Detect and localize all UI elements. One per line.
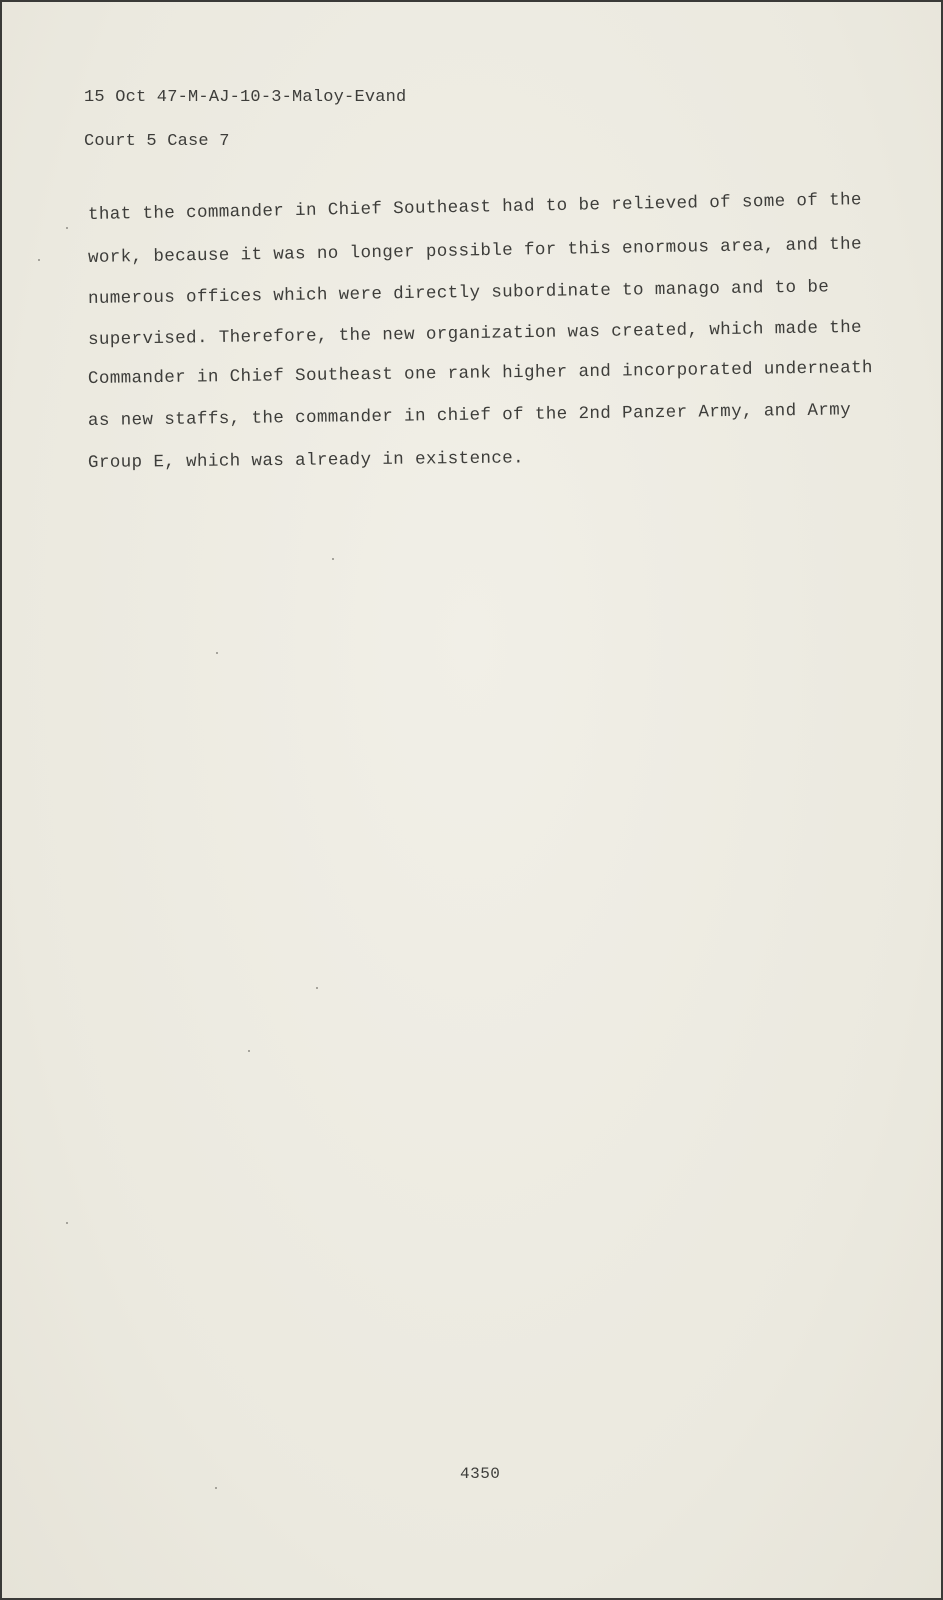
text-line: that the commander in Chief Southeast had to be relieved of some of the <box>87 190 863 225</box>
paper-speck <box>332 558 334 560</box>
text-line: numerous offices which were directly subordinate to manago and to be <box>87 277 830 309</box>
paper-speck <box>316 987 318 989</box>
text-line: Group E, which was already in existence. <box>87 448 525 473</box>
page-number: 4350 <box>460 1465 501 1483</box>
text-line: Commander in Chief Southeast one rank higher and incorporated underneath <box>87 358 874 389</box>
paper-speck <box>248 1050 250 1052</box>
text-line: work, because it was no longer possible for this enormous area, and the <box>87 234 863 268</box>
court-case-label: Court 5 Case 7 <box>84 132 230 151</box>
document-page <box>2 2 941 1598</box>
paper-speck <box>66 1222 68 1224</box>
paper-speck <box>215 1487 217 1489</box>
document-reference: 15 Oct 47-M-AJ-10-3-Maloy-Evand <box>84 88 407 107</box>
paper-speck <box>66 227 68 229</box>
paper-speck <box>38 259 40 261</box>
text-line: supervised. Therefore, the new organization was created, which made the <box>87 317 863 350</box>
paper-speck <box>216 652 218 654</box>
text-line: as new staffs, the commander in chief of the 2nd Panzer Army, and Army <box>87 400 852 431</box>
